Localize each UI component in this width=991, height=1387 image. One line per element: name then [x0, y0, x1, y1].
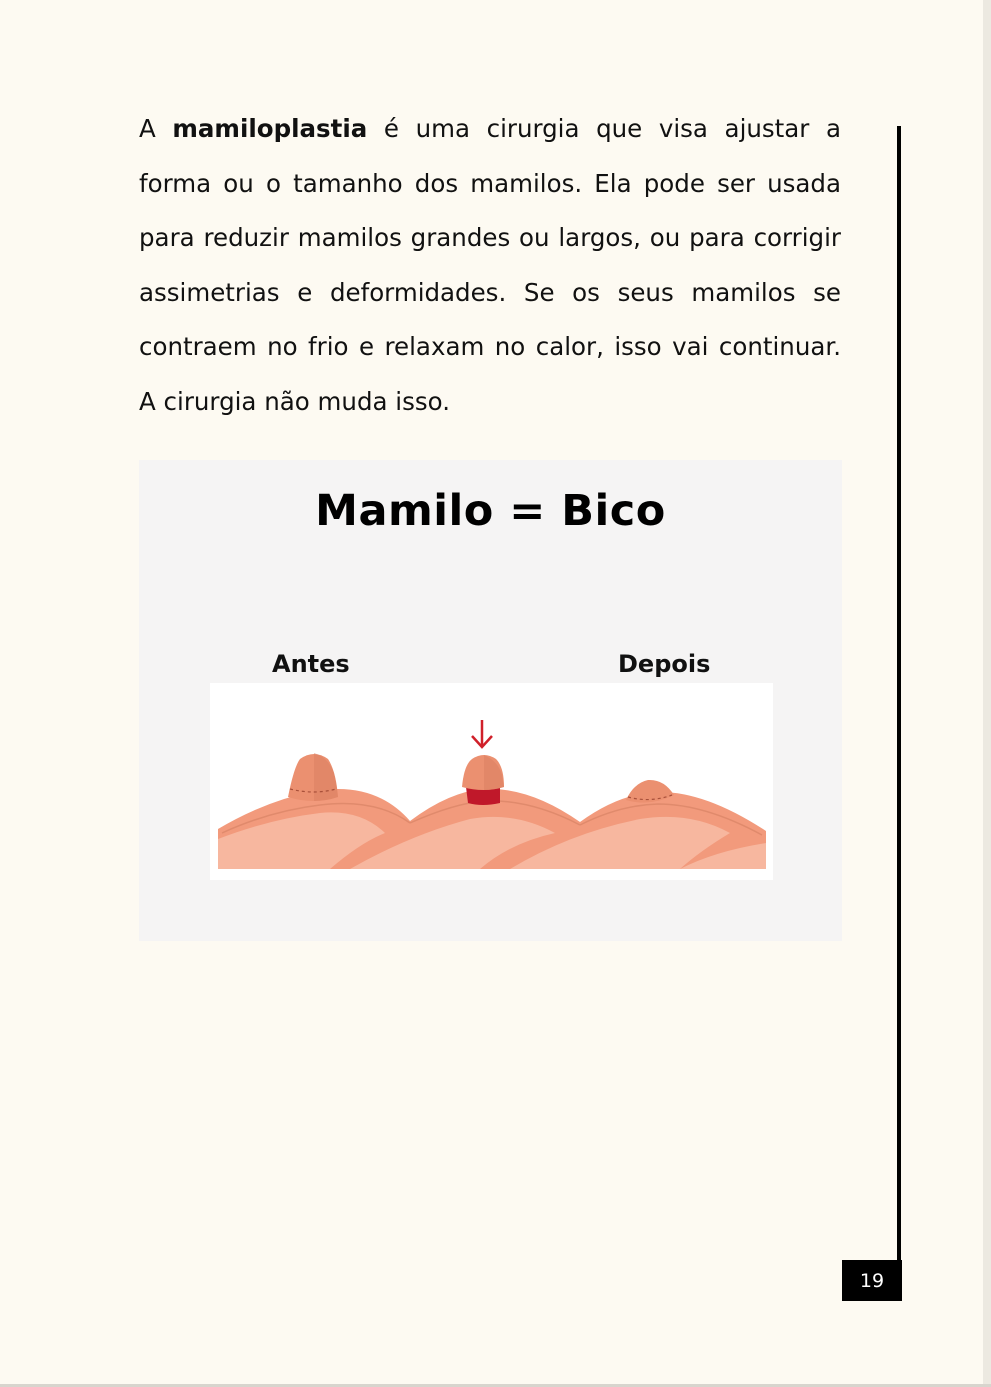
nipple-before-shade [314, 753, 338, 801]
paragraph-line: para reduzir mamilos grandes ou largos, ou para corrigir [139, 223, 841, 252]
body-paragraph [139, 102, 841, 429]
label-before: Antes [272, 650, 350, 678]
figure-title: Mamilo = Bico [315, 486, 666, 536]
keyword-mamiloplastia: mamiloplastia [172, 114, 368, 143]
paragraph-line: A mamiloplastia é uma cirurgia que visa ajustar a [139, 114, 841, 143]
label-after: Depois [618, 650, 711, 678]
page-number: 19 [842, 1260, 902, 1301]
nipple-illustration-svg [210, 683, 773, 880]
paragraph-line: A cirurgia não muda isso. [139, 386, 450, 416]
paragraph-line: assimetrias e deformidades. Se os seus mamilos se [139, 277, 841, 307]
paragraph-line: contraem no frio e relaxam no calor, isso vai continuar. [139, 332, 841, 361]
figure-panel [139, 460, 842, 941]
arrow-down-icon [472, 720, 492, 747]
surgery-illustration [210, 683, 773, 880]
vertical-rule [897, 126, 901, 1262]
paragraph-line: forma ou o tamanho dos mamilos. Ela pode ser usada [139, 168, 841, 198]
page-edge-right [983, 0, 991, 1387]
